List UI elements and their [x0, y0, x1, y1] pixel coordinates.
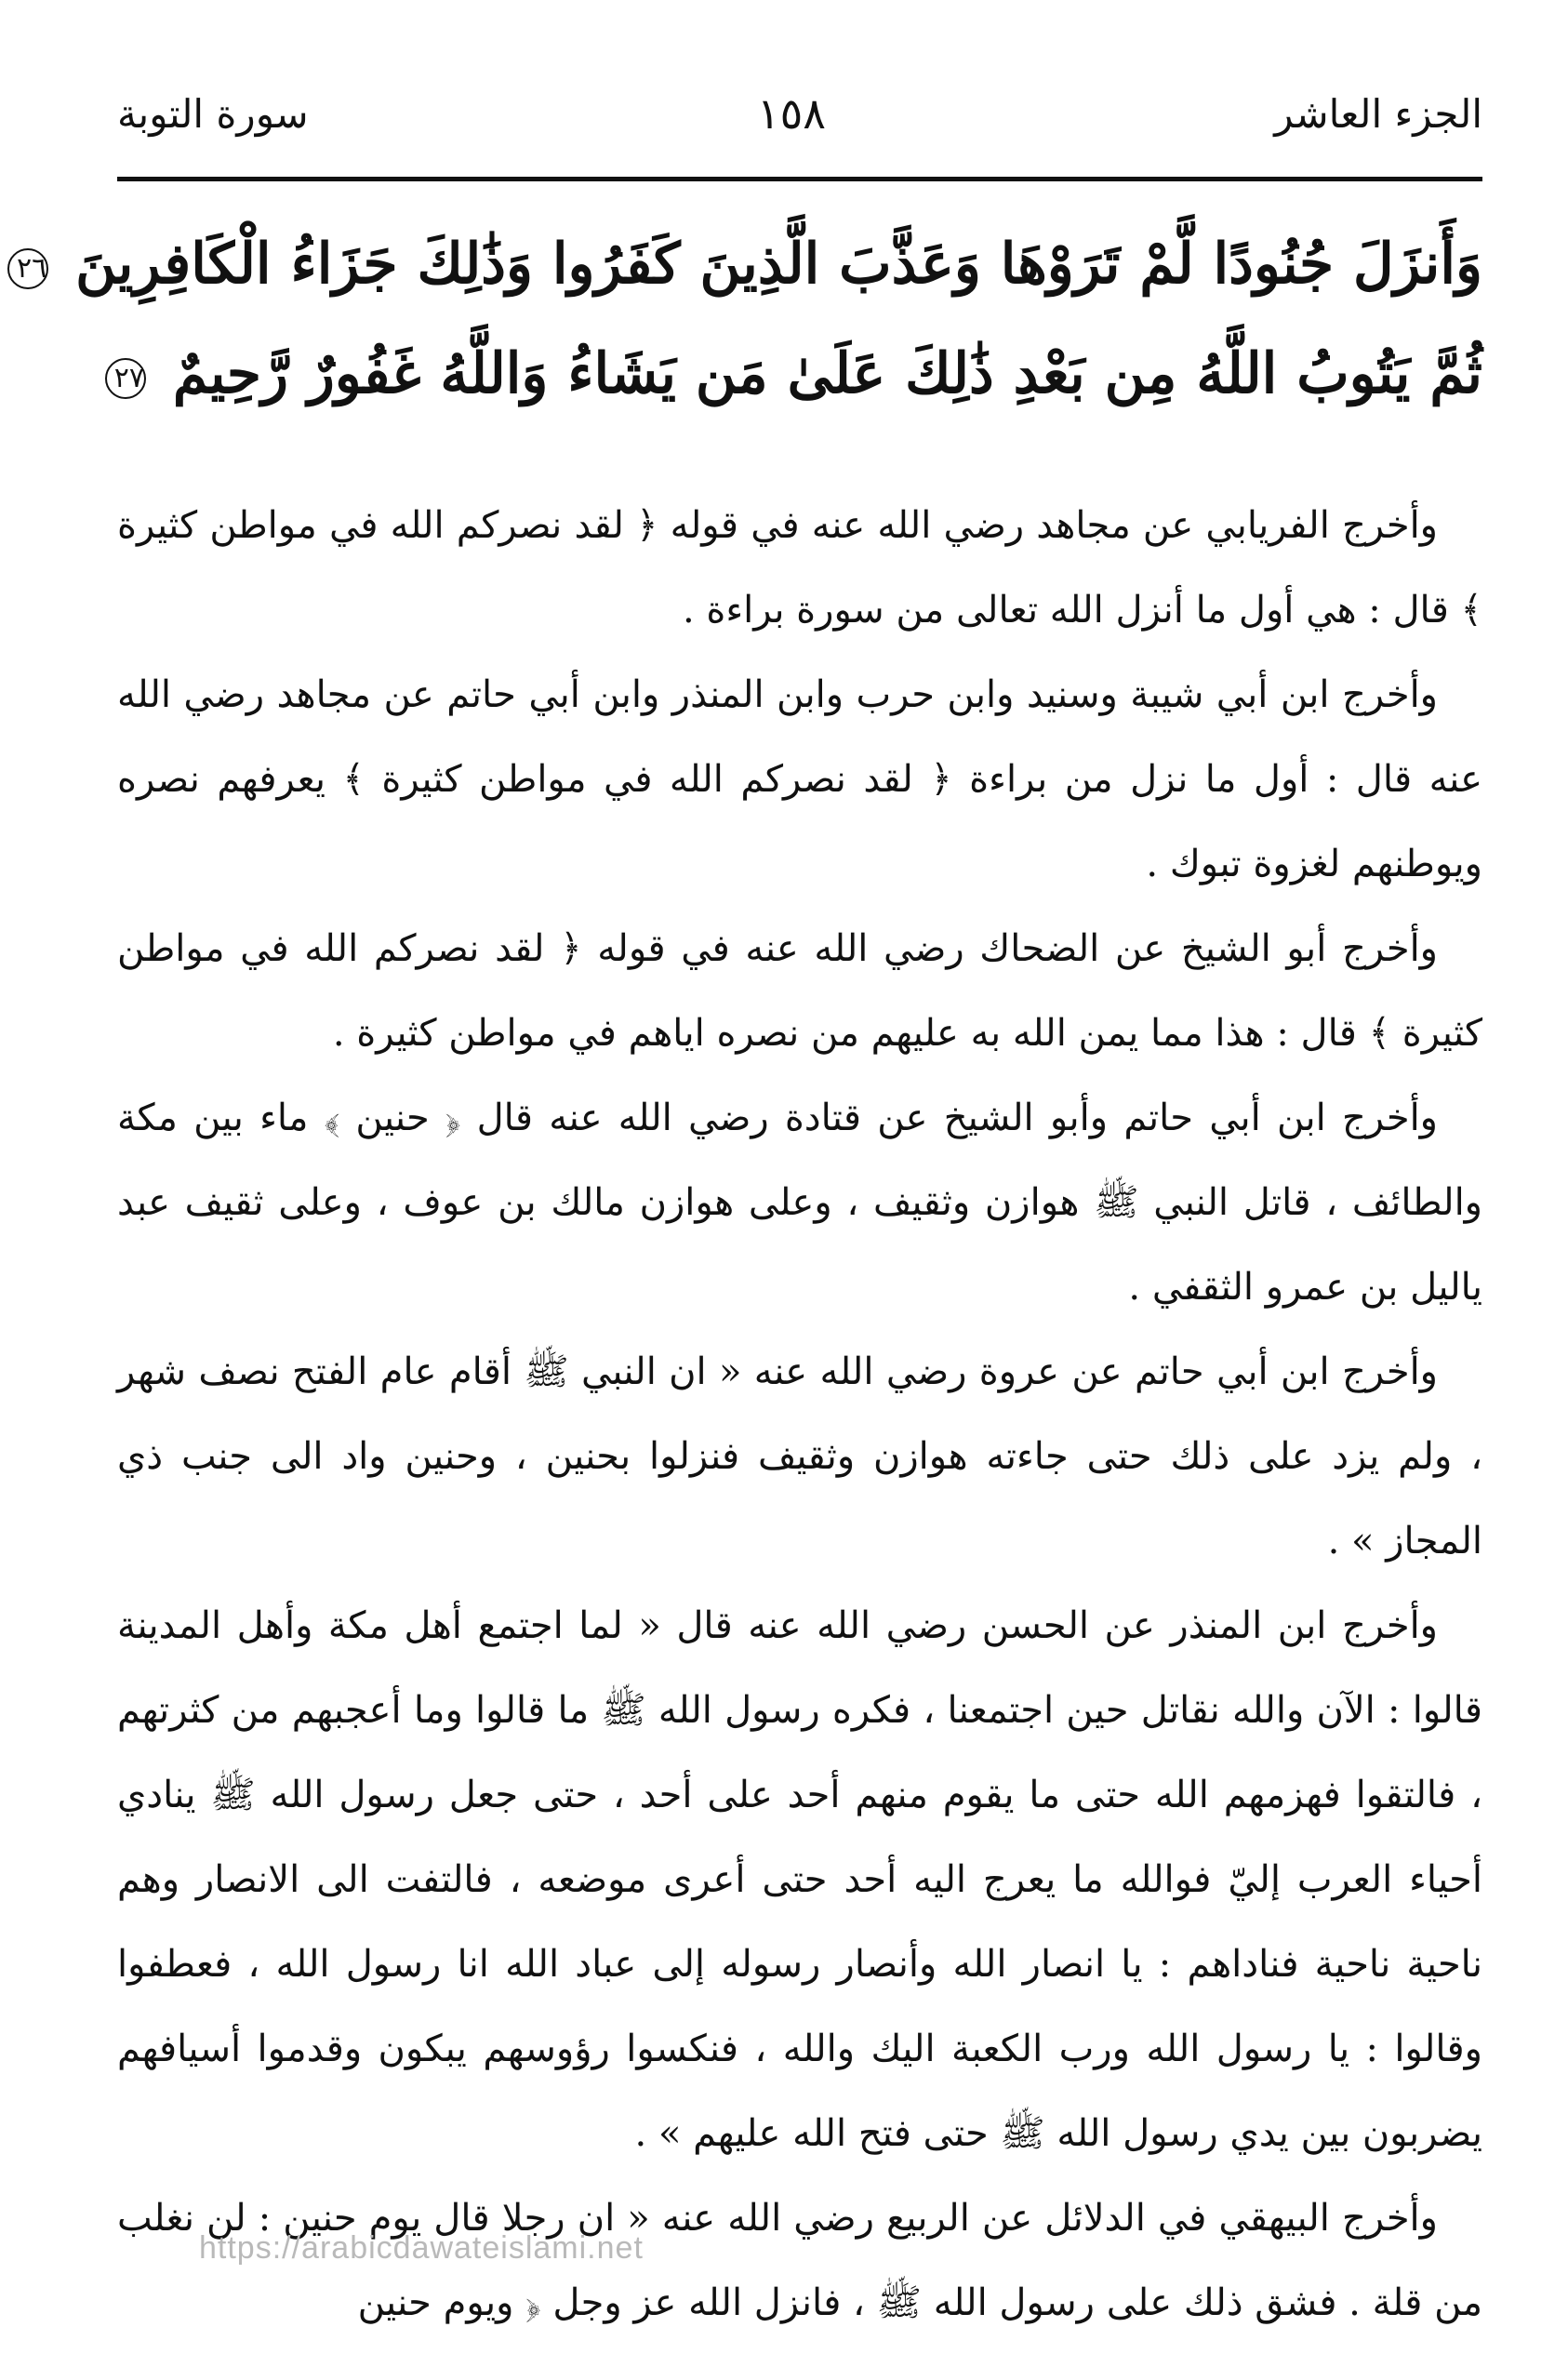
website-watermark: https://arabicdawateislami.net: [199, 2230, 644, 2266]
paragraph: وأخرج ابن أبي حاتم عن عروة رضي الله عنه « ان النبي ﷺ أقام عام الفتح نصف شهر ، ولم يزد على ذلك حتى جاءته هوازن وثقيف فنزلوا بحنين ، وحنين واد الى جنب ذي المجاز » .: [117, 1350, 1482, 1562]
surah-title: سورة التوبة: [117, 90, 309, 137]
paragraph: وأخرج البيهقي في الدلائل عن الربيع رضي الله عنه « ان رجلا قال يوم حنين : لن نغلب من قلة . فشق ذلك على رسول الله ﷺ ، فانزل الله عز وجل ﴿ ويوم حنين: [117, 2197, 1482, 2324]
verse-line-1: [16, 209, 1482, 319]
commentary-body: [117, 484, 1482, 2346]
ayah-number-marker: ٢٦: [7, 248, 48, 289]
paragraph: وأخرج أبو الشيخ عن الضحاك رضي الله عنه في قوله ﴿ لقد نصركم الله في مواطن كثيرة ﴾ قال : هذا مما يمن الله به عليهم من نصره اياهم في مواطن كثيرة .: [117, 927, 1482, 1055]
paragraph: وأخرج ابن أبي حاتم وأبو الشيخ عن قتادة رضي الله عنه قال ﴿ حنين ﴾ ماء بين مكة والطائف ، قاتل النبي ﷺ هوازن وثقيف ، وعلى هوازن مالك بن عوف ، وعلى ثقيف عبد ياليل بن عمرو الثقفي .: [117, 1097, 1482, 1309]
paragraph: وأخرج ابن أبي شيبة وسنيد وابن حرب وابن المنذر وابن أبي حاتم عن مجاهد رضي الله عنه قال : أول ما نزل من براءة ﴿ لقد نصركم الله في مواطن كثيرة ﴾ يعرفهم نصره ويوطنهم لغزوة تبوك .: [117, 673, 1483, 885]
page-header: [117, 76, 1482, 151]
ayah-number-marker: ٢٧: [105, 358, 146, 399]
quran-verses: [16, 209, 1482, 429]
paragraph: وأخرج ابن المنذر عن الحسن رضي الله عنه قال « لما اجتمع أهل مكة وأهل المدينة قالوا : الآن والله نقاتل حين اجتمعنا ، فكره رسول الله ﷺ ما قالوا وما أعجبهم من كثرتهم ، فالتقوا فهزمهم الله حتى ما يقوم منهم أحد على أحد ، حتى جعل رسول الله ﷺ ينادي أحياء العرب إليّ فوالله ما يعرج اليه أحد حتى أعرى موضعه ، فالتفت الى الانصار وهم ناحية ناحية فناداهم : يا انصار الله وأنصار رسوله إلى عباد الله انا رسول الله ، فعطفوا وقالوا : يا رسول الله ورب الكعبة اليك والله ، فنكسوا رؤوسهم يبكون وقدموا أسيافهم يضربون بين يدي رسول الله ﷺ حتى فتح الله عليهم » .: [117, 1604, 1482, 2155]
paragraph: وأخرج الفريابي عن مجاهد رضي الله عنه في قوله ﴿ لقد نصركم الله في مواطن كثيرة ﴾ قال : هي أول ما أنزل الله تعالى من سورة براءة .: [117, 504, 1482, 632]
verse-text-2: ثُمَّ يَتُوبُ اللَّهُ مِن بَعْدِ ذَٰلِكَ عَلَىٰ مَن يَشَاءُ وَاللَّهُ غَفُورٌ رَّحِيمٌ: [172, 341, 1482, 406]
verse-line-2: [113, 319, 1482, 429]
page-number: ١٥٨: [756, 88, 826, 139]
header-divider: [117, 177, 1482, 181]
verse-text-1: وَأَنزَلَ جُنُودًا لَّمْ تَرَوْهَا وَعَذَّبَ الَّذِينَ كَفَرُوا وَذَٰلِكَ جَزَاءُ الْكَافِرِينَ: [75, 232, 1482, 297]
part-title: الجزء العاشر: [1274, 90, 1482, 137]
